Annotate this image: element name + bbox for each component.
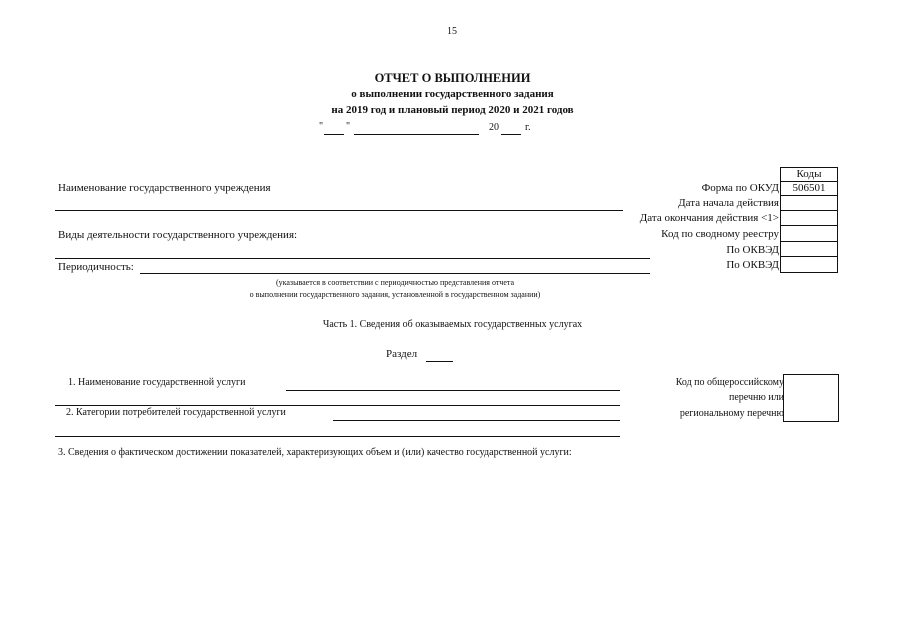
service-name-line-2[interactable] — [55, 405, 620, 406]
report-period: на 2019 год и плановый период 2020 и 2021 годов — [331, 104, 574, 116]
list-code-box[interactable] — [783, 374, 839, 422]
service-name-line[interactable] — [286, 390, 620, 391]
report-title: ОТЧЕТ О ВЫПОЛНЕНИИ — [374, 71, 531, 85]
quote-open: " — [319, 121, 324, 132]
periodicity-note-2: о выполнении государственного задания, установленной в государственном задании) — [249, 290, 541, 299]
page-number: 15 — [447, 26, 457, 37]
service-name-label: 1. Наименование государственной услуги — [68, 377, 246, 388]
year-prefix: 20 — [489, 122, 499, 133]
activities-label: Виды деятельности государственного учреждения: — [58, 229, 298, 241]
periodicity-label: Периодичность: — [58, 261, 134, 273]
code-label-okved-1: По ОКВЭД — [726, 244, 779, 256]
code-value-end-date[interactable] — [780, 210, 838, 226]
year-blank[interactable] — [501, 134, 521, 135]
code-label-okved-2: По ОКВЭД — [726, 259, 779, 271]
activities-line[interactable] — [55, 258, 650, 259]
periodicity-line[interactable] — [140, 273, 650, 274]
section-label: Раздел — [386, 348, 418, 360]
year-suffix: г. — [525, 122, 531, 133]
code-value-okud[interactable]: 506501 — [780, 181, 838, 196]
code-value-okved-1[interactable] — [780, 241, 838, 257]
code-label-okud: Форма по ОКУД — [701, 182, 779, 194]
code-label-end-date: Дата окончания действия <1> — [639, 212, 779, 224]
section-number-line[interactable] — [426, 361, 453, 362]
periodicity-note-1: (указывается в соответствии с периодичностью представления отчета — [275, 278, 515, 287]
code-value-okved-2[interactable] — [780, 256, 838, 273]
code-label-registry: Код по сводному реестру — [661, 228, 779, 240]
institution-name-line[interactable] — [55, 210, 623, 211]
code-value-registry[interactable] — [780, 225, 838, 242]
consumers-line-2[interactable] — [55, 436, 620, 437]
report-subtitle: о выполнении государственного задания — [351, 88, 554, 100]
part-title: Часть 1. Сведения об оказываемых государственных услугах — [322, 319, 583, 330]
list-code-label-2: перечню или — [728, 392, 784, 403]
consumers-line[interactable] — [333, 420, 620, 421]
item3-heading: 3. Сведения о фактическом достижении показателей, характеризующих объем и (или) качество государственной услуги: — [58, 447, 572, 458]
code-label-start-date: Дата начала действия — [678, 197, 779, 209]
institution-name-label: Наименование государственного учреждения — [58, 182, 271, 194]
day-blank[interactable] — [324, 134, 344, 135]
list-code-label-3: региональному перечню — [679, 408, 784, 419]
consumers-label: 2. Категории потребителей государственной услуги — [66, 407, 286, 418]
list-code-label-1: Код по общероссийскому — [675, 377, 784, 388]
codes-header: Коды — [780, 167, 838, 182]
month-blank[interactable] — [354, 134, 479, 135]
code-value-start-date[interactable] — [780, 195, 838, 211]
quote-close: " — [346, 121, 351, 132]
